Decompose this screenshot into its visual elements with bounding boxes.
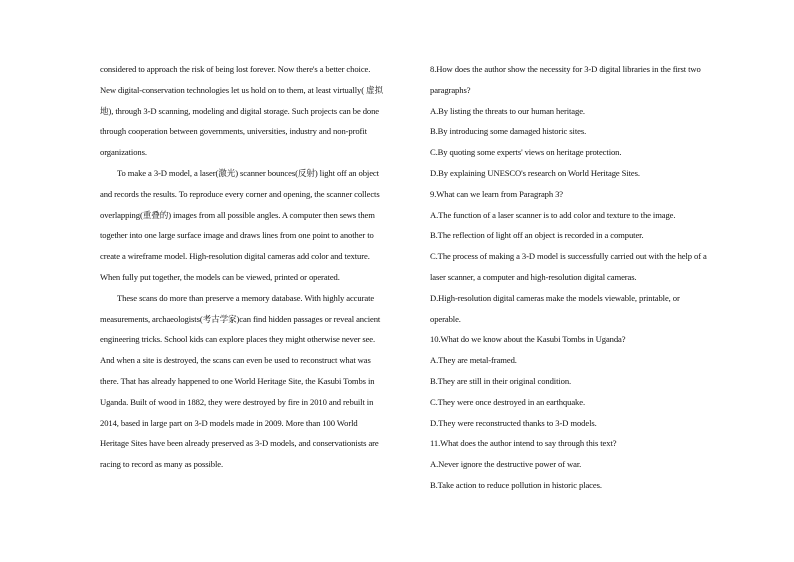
answer-option-line: A.They are metal-framed. — [430, 355, 517, 366]
passage-line: together into one large surface image and draws lines from one point to another to — [100, 230, 374, 241]
passage-line: organizations. — [100, 147, 147, 158]
passage-line: racing to record as many as possible. — [100, 459, 224, 470]
questions-column — [430, 59, 744, 496]
answer-option-line: B.Take action to reduce pollution in historic places. — [430, 479, 602, 490]
question-stem-line: 9.What can we learn from Paragraph 3? — [430, 188, 564, 199]
question-stem-line: 11.What does the author intend to say through this text? — [430, 438, 617, 449]
answer-option-line: D.By explaining UNESCO's research on World Heritage Sites. — [430, 167, 640, 178]
passage-line: engineering tricks. School kids can explore places they might otherwise never see. — [100, 334, 376, 345]
answer-option-line: C.By quoting some experts' views on heritage protection. — [430, 147, 622, 158]
passage-line: 2014, based in large part on 3-D models made in 2009. More than 100 World — [100, 417, 358, 428]
passage-line: considered to approach the risk of being lost forever. Now there's a better choice. — [100, 64, 371, 74]
passage-line: Heritage Sites have been already preserved as 3-D models, and conservationists are — [100, 438, 379, 449]
answer-option-line: A.Never ignore the destructive power of war. — [430, 459, 582, 470]
question-stem-line: 8.How does the author show the necessity for 3-D digital libraries in the first two — [430, 64, 701, 74]
answer-option-line: A.The function of a laser scanner is to add color and texture to the image. — [430, 209, 676, 220]
passage-line: and records the results. To reproduce every corner and opening, the scanner collects — [100, 188, 380, 199]
answer-option-line: D.They were reconstructed thanks to 3-D models. — [430, 417, 597, 428]
question-continuation-line: laser scanner, a computer and high-resolution digital cameras. — [430, 271, 637, 282]
passage-line: 地), through 3-D scanning, modeling and digital storage. Such projects can be done — [100, 105, 380, 116]
passage-line: And when a site is destroyed, the scans can even be used to reconstruct what was — [100, 355, 371, 366]
answer-option-line: D.High-resolution digital cameras make the models viewable, printable, or — [430, 292, 680, 303]
passage-line: create a wireframe model. High-resolution digital cameras add color and texture. — [100, 251, 370, 262]
passage-line: overlapping(重叠的) images from all possible angles. A computer then sews them — [100, 209, 375, 220]
question-continuation-line: paragraphs? — [430, 84, 471, 95]
passage-line: Uganda. Built of wood in 1882, they were destroyed by fire in 2010 and rebuilt in — [100, 396, 374, 407]
passage-line: New digital-conservation technologies let us hold on to them, at least virtually( 虚拟 — [100, 84, 384, 95]
answer-option-line: B.They are still in their original condition. — [430, 375, 572, 386]
passage-line: To make a 3-D model, a laser(激光) scanner bounces(反射) light off an object — [117, 167, 379, 178]
answer-option-line: C.The process of making a 3-D model is successfully carried out with the help of a — [430, 251, 707, 262]
passage-column — [100, 59, 414, 475]
answer-option-line: A.By listing the threats to our human heritage. — [430, 105, 585, 116]
answer-option-line: B.By introducing some damaged historic sites. — [430, 126, 587, 137]
passage-line: When fully put together, the models can be viewed, printed or operated. — [100, 271, 340, 282]
answer-option-line: B.The reflection of light off an object is recorded in a computer. — [430, 230, 644, 241]
passage-line: there. That has already happened to one World Heritage Site, the Kasubi Tombs in — [100, 375, 375, 386]
passage-line: measurements, archaeologists(考古学家)can find hidden passages or reveal ancient — [100, 313, 381, 324]
passage-line: These scans do more than preserve a memory database. With highly accurate — [117, 292, 375, 303]
answer-option-line: C.They were once destroyed in an earthquake. — [430, 396, 585, 407]
question-continuation-line: operable. — [430, 313, 461, 324]
passage-line: through cooperation between governments, universities, industry and non-profit — [100, 126, 367, 137]
question-stem-line: 10.What do we know about the Kasubi Tombs in Uganda? — [430, 334, 626, 345]
